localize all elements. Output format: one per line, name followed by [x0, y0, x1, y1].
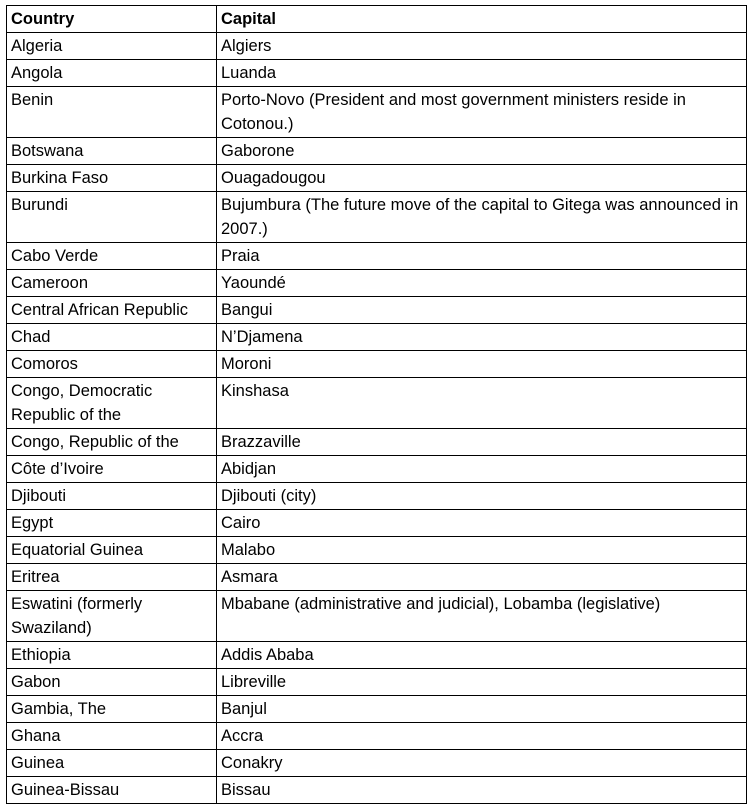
- table-row: [7, 297, 747, 324]
- table-row: [7, 87, 747, 138]
- table-row: [7, 591, 747, 642]
- country-cell: Cameroon: [7, 270, 217, 297]
- table-row: [7, 483, 747, 510]
- capital-cell: Moroni: [217, 351, 747, 378]
- capital-cell: Brazzaville: [217, 429, 747, 456]
- country-cell: Congo, Democratic Republic of the: [7, 378, 217, 429]
- country-cell: Côte d’Ivoire: [7, 456, 217, 483]
- table-row: [7, 60, 747, 87]
- capital-cell: Conakry: [217, 750, 747, 777]
- country-cell: Congo, Republic of the: [7, 429, 217, 456]
- capital-cell: Porto-Novo (President and most government ministers reside in Cotonou.): [217, 87, 747, 138]
- capital-cell: Banjul: [217, 696, 747, 723]
- country-cell: Gambia, The: [7, 696, 217, 723]
- country-column-header: Country: [7, 6, 217, 33]
- country-cell: Central African Republic: [7, 297, 217, 324]
- capital-cell: Abidjan: [217, 456, 747, 483]
- table-row: [7, 777, 747, 804]
- country-cell: Botswana: [7, 138, 217, 165]
- capital-cell: Bissau: [217, 777, 747, 804]
- country-cell: Guinea: [7, 750, 217, 777]
- country-cell: Ghana: [7, 723, 217, 750]
- capital-cell: Asmara: [217, 564, 747, 591]
- table-row: [7, 456, 747, 483]
- capital-cell: Accra: [217, 723, 747, 750]
- table-row: [7, 510, 747, 537]
- country-cell: Benin: [7, 87, 217, 138]
- table-row: [7, 564, 747, 591]
- country-cell: Gabon: [7, 669, 217, 696]
- capital-cell: Yaoundé: [217, 270, 747, 297]
- capital-cell: Praia: [217, 243, 747, 270]
- country-cell: Egypt: [7, 510, 217, 537]
- table-row: [7, 723, 747, 750]
- capital-cell: Libreville: [217, 669, 747, 696]
- country-cell: Eritrea: [7, 564, 217, 591]
- capital-cell: Mbabane (administrative and judicial), Lobamba (legislative): [217, 591, 747, 642]
- table-row: [7, 165, 747, 192]
- table-row: [7, 192, 747, 243]
- country-cell: Ethiopia: [7, 642, 217, 669]
- table-row: [7, 537, 747, 564]
- table-row: [7, 138, 747, 165]
- country-cell: Burkina Faso: [7, 165, 217, 192]
- country-cell: Eswatini (formerly Swaziland): [7, 591, 217, 642]
- table-row: [7, 324, 747, 351]
- country-cell: Chad: [7, 324, 217, 351]
- table-row: [7, 243, 747, 270]
- capital-cell: Addis Ababa: [217, 642, 747, 669]
- table-row: [7, 696, 747, 723]
- capital-cell: Algiers: [217, 33, 747, 60]
- table-header-row: [7, 6, 747, 33]
- table-row: [7, 750, 747, 777]
- country-cell: Djibouti: [7, 483, 217, 510]
- table-row: [7, 378, 747, 429]
- country-cell: Guinea-Bissau: [7, 777, 217, 804]
- table-row: [7, 351, 747, 378]
- capital-cell: Malabo: [217, 537, 747, 564]
- capital-column-header: Capital: [217, 6, 747, 33]
- table-body: [7, 33, 747, 804]
- countries-capitals-table: [6, 5, 747, 804]
- capital-cell: Djibouti (city): [217, 483, 747, 510]
- capital-cell: Gaborone: [217, 138, 747, 165]
- capital-cell: N’Djamena: [217, 324, 747, 351]
- capital-cell: Luanda: [217, 60, 747, 87]
- country-cell: Comoros: [7, 351, 217, 378]
- table-row: [7, 642, 747, 669]
- country-cell: Cabo Verde: [7, 243, 217, 270]
- capital-cell: Ouagadougou: [217, 165, 747, 192]
- table-row: [7, 270, 747, 297]
- table-row: [7, 669, 747, 696]
- capital-cell: Cairo: [217, 510, 747, 537]
- country-cell: Equatorial Guinea: [7, 537, 217, 564]
- country-cell: Burundi: [7, 192, 217, 243]
- country-cell: Algeria: [7, 33, 217, 60]
- table-row: [7, 33, 747, 60]
- capital-cell: Bujumbura (The future move of the capital to Gitega was announced in 2007.): [217, 192, 747, 243]
- capital-cell: Bangui: [217, 297, 747, 324]
- country-cell: Angola: [7, 60, 217, 87]
- table-row: [7, 429, 747, 456]
- capital-cell: Kinshasa: [217, 378, 747, 429]
